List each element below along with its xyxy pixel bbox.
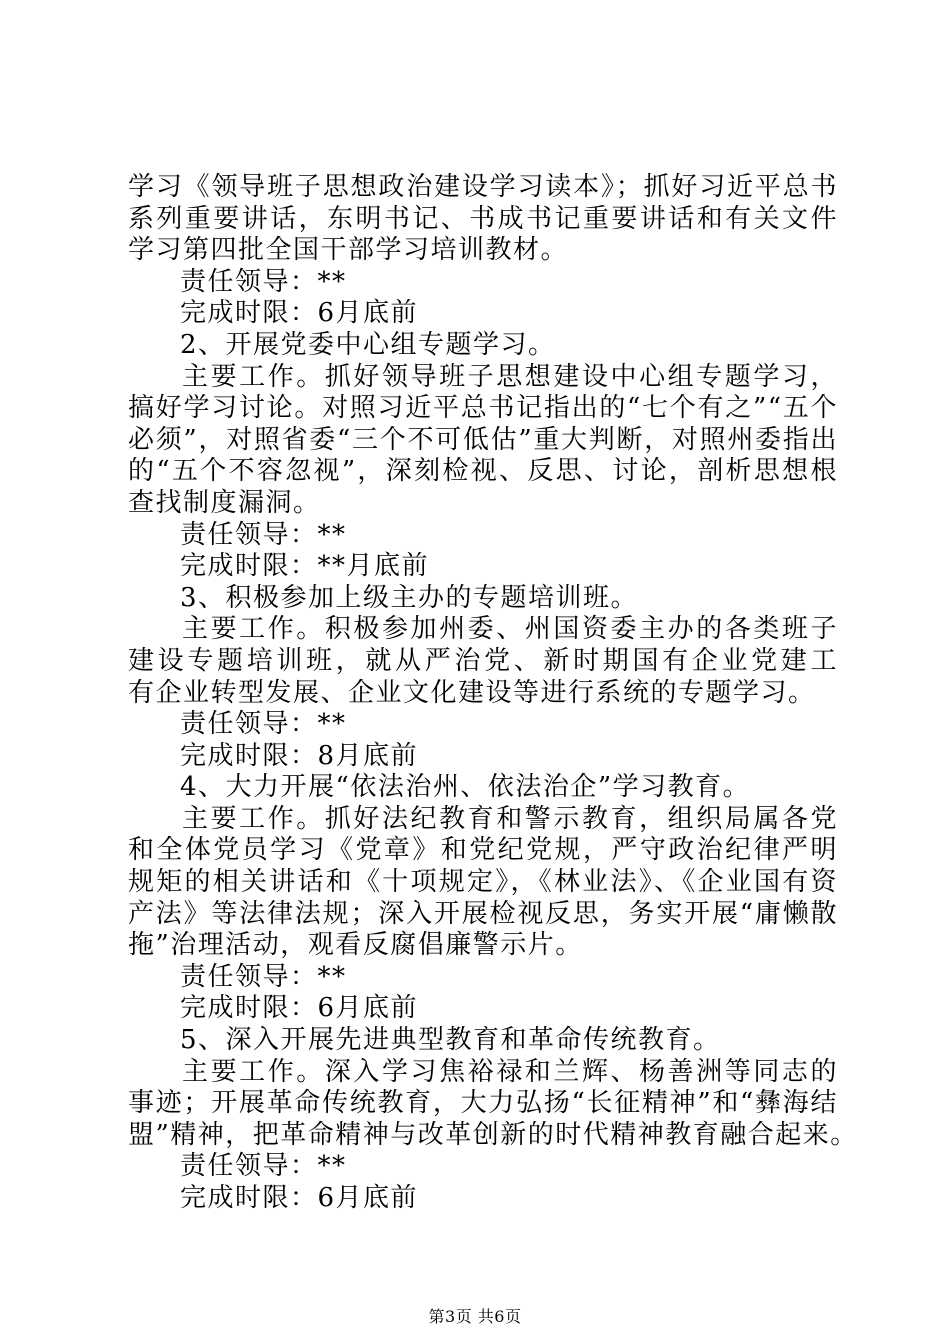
document-line: 3、积极参加上级主办的专题培训班。: [180, 582, 639, 613]
document-line: 主要工作。抓好领导班子思想建设中心组专题学习，: [182, 361, 838, 392]
page-footer: 第3页 共6页: [428, 1307, 522, 1326]
document-line: 事迹；开展革命传统教育，大力弘扬“长征精神”和“彝海结: [128, 1088, 838, 1119]
document-line: 主要工作。深入学习焦裕禄和兰辉、杨善洲等同志的: [182, 1056, 838, 1087]
document-line: 责任领导：**: [180, 961, 347, 992]
document-line: 的“五个不容忽视”，深刻检视、反思、讨论，剖析思想根: [128, 456, 838, 487]
document-line: 学习《领导班子思想政治建设学习读本》；抓好习近平总书: [128, 172, 838, 202]
document-line: 完成时限：6月底前: [180, 993, 419, 1024]
document-line: 完成时限：6月底前: [180, 298, 419, 329]
document-line: 建设专题培训班，就从严治党、新时期国有企业党建工: [128, 645, 838, 676]
document-line: 产法》等法律法规；深入开展检视反思，务实开展“庸懒散: [128, 898, 838, 929]
document-line: 盟”精神，把革命精神与改革创新的时代精神教育融合起来。: [128, 1119, 858, 1150]
document-line: 拖”治理活动，观看反腐倡廉警示片。: [128, 930, 583, 961]
document-line: 查找制度漏洞。: [128, 487, 321, 518]
document-line: 和全体党员学习《党章》和党纪党规，严守政治纪律严明: [128, 835, 838, 866]
document-line: 责任领导：**: [180, 1151, 347, 1182]
document-line: 责任领导：**: [180, 709, 347, 740]
document-line: 完成时限：8月底前: [180, 740, 419, 771]
document-line: 责任领导：**: [180, 519, 347, 550]
document-line: 完成时限：6月底前: [180, 1183, 419, 1213]
document-line: 完成时限：**月底前: [180, 551, 430, 582]
document-line: 2、开展党委中心组专题学习。: [180, 329, 556, 360]
document-line: 系列重要讲话，东明书记、书成书记重要讲话和有关文件: [128, 203, 838, 234]
document-line: 责任领导：**: [180, 266, 347, 297]
document-line: 有企业转型发展、企业文化建设等进行系统的专题学习。: [128, 677, 816, 708]
document-line: 主要工作。积极参加州委、州国资委主办的各类班子: [182, 614, 838, 645]
document-line: 主要工作。抓好法纪教育和警示教育，组织局属各党: [182, 803, 838, 834]
document-body: [128, 172, 858, 1215]
document-line: 必须”，对照省委“三个不可低估”重大判断，对照州委指出: [128, 424, 838, 455]
document-line: 搞好学习讨论。对照习近平总书记指出的“七个有之”“五个: [128, 393, 838, 424]
document-line: 规矩的相关讲话和《十项规定》，《林业法》、《企业国有资: [128, 867, 838, 898]
document-line: 5、深入开展先进典型教育和革命传统教育。: [180, 1025, 721, 1056]
document-line: 4、大力开展“依法治州、依法治企”学习教育。: [180, 772, 751, 803]
document-line: 学习第四批全国干部学习培训教材。: [128, 235, 569, 266]
